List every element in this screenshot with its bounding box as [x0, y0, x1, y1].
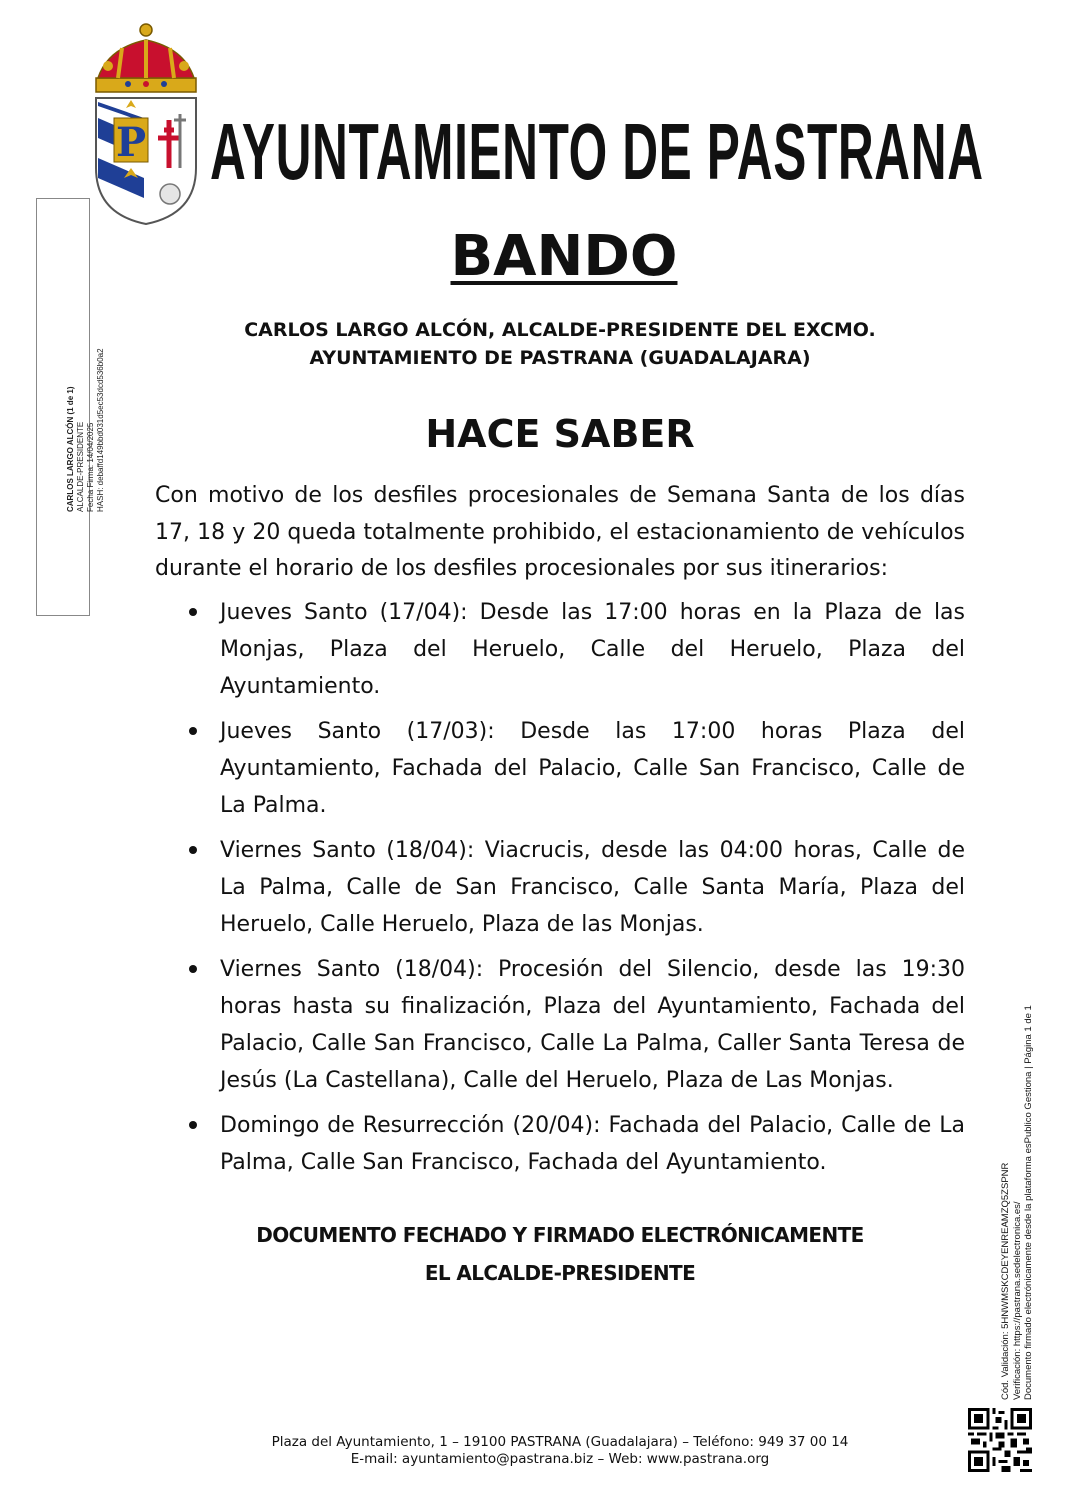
mayor-heading-line1: CARLOS LARGO ALCÓN, ALCALDE-PRESIDENTE DEL EXCMO.	[244, 319, 876, 341]
mayor-heading	[160, 316, 960, 372]
org-title: AYUNTAMIENTO DE PASTRANA	[210, 107, 984, 196]
platform-note: Documento firmado electrónicamente desde la plataforma esPublico Gestiona | Página 1 de 1	[1023, 1005, 1034, 1400]
crown-icon	[96, 24, 196, 92]
list-item: Viernes Santo (18/04): Viacrucis, desde las 04:00 horas, Calle de La Palma, Calle de San Francisco, Calle Santa María, Plaza del Heruelo, Calle Heruelo, Plaza de las Monjas.	[220, 832, 965, 943]
closing-line2: EL ALCALDE-PRESIDENTE	[424, 1261, 696, 1285]
footer	[160, 1434, 960, 1468]
signature-date: Fecha Firma: 14/04/2025	[86, 422, 95, 512]
signer-name: CARLOS LARGO ALCÓN (1 de 1)	[66, 386, 75, 512]
verification-url: Verificación: https://pastrana.sedelectronica.es/	[1011, 1201, 1023, 1400]
list-item: Jueves Santo (17/03): Desde las 17:00 horas Plaza del Ayuntamiento, Fachada del Palacio, Calle San Francisco, Calle de La Palma.	[220, 713, 965, 824]
pastrana-coat-of-arms-icon	[88, 18, 204, 228]
list-item: Jueves Santo (17/04): Desde las 17:00 horas en la Plaza de las Monjas, Plaza del Heruelo, Calle del Heruelo, Plaza del Ayuntamiento.	[220, 594, 965, 705]
itinerary-list	[220, 594, 965, 1189]
signature-hash: HASH: debaffd149bbd031d5ec53dcd536b0a2	[96, 348, 105, 512]
intro-paragraph: Con motivo de los desfiles procesionales de Semana Santa de los días 17, 18 y 20 queda totalmente prohibido, el estacionamiento de vehículos durante el horario de los desfiles procesionales por sus itinerarios:	[155, 483, 965, 581]
announce-heading: HACE SABER	[425, 412, 695, 456]
list-item: Domingo de Resurrección (20/04): Fachada del Palacio, Calle de La Palma, Calle San Francisco, Fachada del Ayuntamiento.	[220, 1107, 965, 1181]
document-type-title: BANDO	[450, 224, 678, 289]
footer-address: Plaza del Ayuntamiento, 1 – 19100 PASTRANA (Guadalajara) – Teléfono: 949 37 00 14	[271, 1434, 849, 1450]
list-item: Viernes Santo (18/04): Procesión del Silencio, desde las 19:30 horas hasta su finalización, Plaza del Ayuntamiento, Fachada del Palacio, Calle San Francisco, Calle La Palma, Caller Santa Teresa de Jesús (La Castellana), Calle del Heruelo, Plaza de Las Monjas.	[220, 951, 965, 1099]
signer-role: ALCALDE-PRESIDENTE	[76, 421, 85, 512]
closing-block	[160, 1216, 960, 1292]
validation-code: Cód. Validación: 5HNWMSKCDEYENREAMZQ5ZSPNR	[1000, 1162, 1011, 1400]
verification-text	[1000, 1005, 1035, 1400]
svg-text:P: P	[115, 119, 147, 166]
qr-code-icon	[968, 1408, 1032, 1472]
closing-line1: DOCUMENTO FECHADO Y FIRMADO ELECTRÓNICAMENTE	[256, 1223, 864, 1247]
signature-stamp-text	[66, 348, 106, 512]
mayor-heading-line2: AYUNTAMIENTO DE PASTRANA (GUADALAJARA)	[309, 347, 811, 369]
footer-contact: E-mail: ayuntamiento@pastrana.biz – Web: www.pastrana.org	[350, 1451, 770, 1467]
